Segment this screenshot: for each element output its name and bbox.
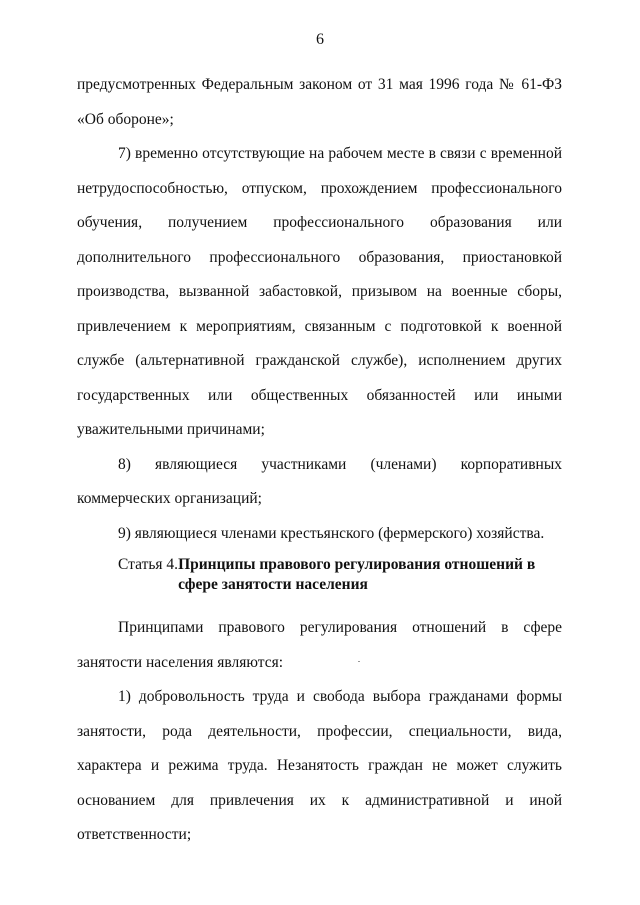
paragraph-continuation: предусмотренных Федеральным законом от 31 мая 1996 года № 61-ФЗ «Об обороне»; — [77, 76, 562, 128]
paragraph-principle-1: 1) добровольность труда и свобода выбора гражданами формы занятости, рода деятельности, профессии, специальности, вида, характера и режима труда. Незанятость граждан не может служить основанием для привлечения их к административной и иной ответственности; — [77, 688, 562, 843]
paragraph-item-9: 9) являющиеся членами крестьянского (фермерского) хозяйства. — [118, 524, 545, 542]
scan-speck — [358, 661, 360, 662]
article-title: Принципы правового регулирования отношений в сфере занятости населения — [178, 556, 536, 593]
paragraph-item-7: 7) временно отсутствующие на рабочем месте в связи с временной нетрудоспособностью, отпуском, прохождением профессионального обучения, получением профессионального образования или дополнительного профессионального образования, приостановкой производства, вызванной забастовкой, призывом на военные сборы, привлечением к мероприятиям, связанным с подготовкой к военной службе (альтернативной гражданской службе), исполнением других государственных или общественных обязанностей или иными уважительными причинами; — [77, 145, 562, 438]
article-heading — [77, 551, 562, 611]
paragraph-principles-intro: Принципами правового регулирования отношений в сфере занятости населения являются: — [77, 619, 562, 671]
paragraph-item-8: 8) являющиеся участниками (членами) корпоративных коммерческих организаций; — [77, 455, 562, 507]
document-body — [77, 68, 562, 853]
article-number: Статья 4. — [118, 556, 179, 573]
page-number: 6 — [316, 31, 324, 48]
